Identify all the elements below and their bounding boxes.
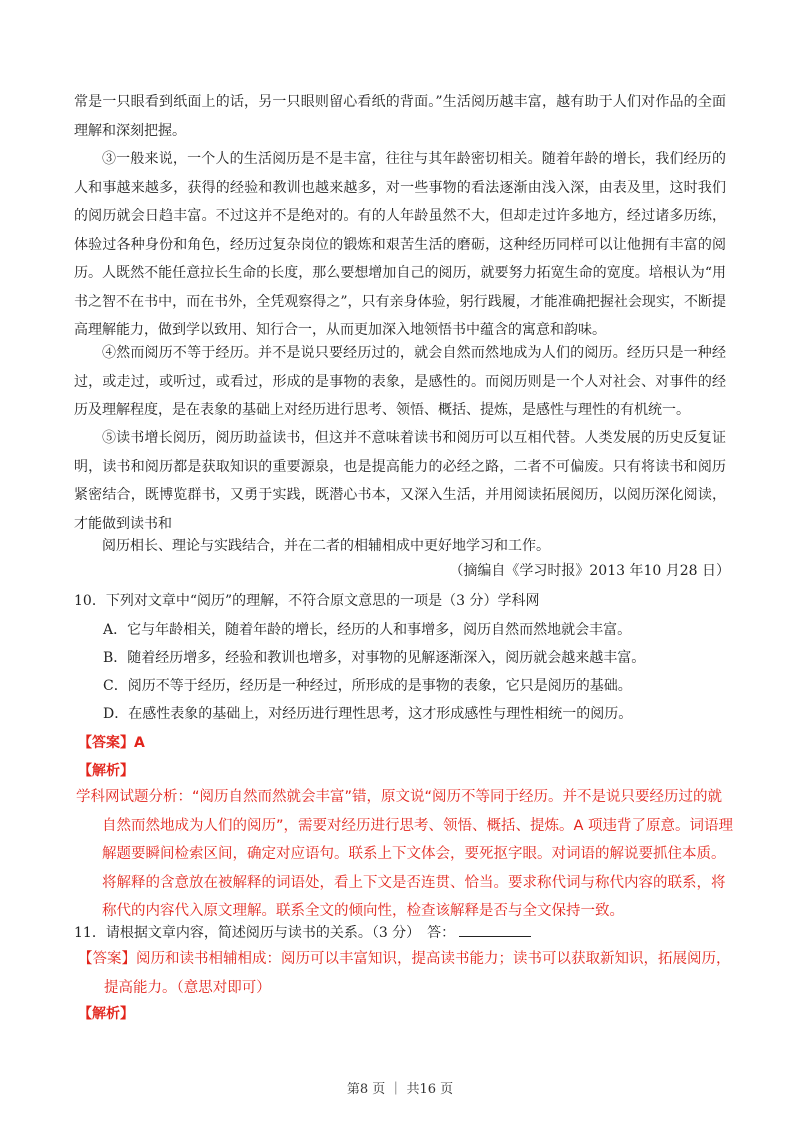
question-10-option-d: D．在感性表象的基础上，对经历进行理性思考，这才形成感性与理性相统一的阅历。 <box>103 706 633 722</box>
page-footer: 第8 页 ｜ 共16 页 <box>346 1082 454 1097</box>
question-10-analysis <box>76 783 736 926</box>
answer-blank <box>459 922 531 937</box>
watermark: ​ <box>555 760 565 785</box>
analysis-text: 学科网试题分析：“阅历自然而然就会丰富”错，原文说“阅历不等同于经历。并不是说只要经历过的就自然而然地成为人们的阅历”，需要对经历进行思考、领悟、概括、提炼。A 项违背了原意。词语理解题要瞬间检索区间，确定对应语句。联系上下文体会，要死抠字眼。对词语的解说要抓住本质。将解释的含意放在被解释的词语处，看上下文是否连贯、恰当。要求称代词与称代内容的联系，将称代的内容代入原文理解。联系全文的倾向性，检查该解释是否与全文保持一致。 <box>76 789 734 919</box>
passage-paragraph-4: ④然而阅历不等于经历。并不是说只要经历过的，就会自然而然地成为人们的阅历。经历只是一种经过，或走过，或听过，或看过，形成的是事物的表象，是感性的。而阅历则是一个人对社会、对事件的经历及理解程度，是在表象的基础上对经历进行思考、领悟、概括、提炼，是感性与理性的有机统一。 <box>74 345 726 418</box>
question-11-answer <box>78 945 733 1002</box>
question-10-analysis-label: 【解析】 <box>78 763 134 779</box>
question-11-answer-text: 【答案】阅历和读书相辅相成：阅历可以丰富知识，提高读书能力；读书可以获取新知识，拓展阅历，提高能力。（意思对即可） <box>78 951 731 996</box>
source-citation: （摘编自《学习时报》2013 年10 月28 日） <box>449 563 730 579</box>
question-11-stem <box>74 922 531 942</box>
question-10-stem: 10．下列对文章中“阅历”的理解，不符合原文意思的一项是（3 分）学科网 <box>74 593 540 609</box>
passage-paragraph-5-end: 阅历相长、理论与实践结合，并在二者的相辅相成中更好地学习和工作。 <box>102 538 550 554</box>
question-10-option-b: B．随着经历增多，经验和教训也增多，对事物的见解逐渐深入，阅历就会越来越丰富。 <box>103 650 646 666</box>
question-11-analysis-label: 【解析】 <box>78 1006 134 1022</box>
question-10-answer: 【答案】A <box>78 735 145 751</box>
passage-paragraph-5: ⑤读书增长阅历，阅历助益读书，但这并不意味着读书和阅历可以互相代替。人类发展的历史反复证明，读书和阅历都是获取知识的重要源泉，也是提高能力的必经之路，二者不可偏废。只有将读书和阅历紧密结合，既博览群书，又勇于实践，既潜心书本，又深入生活，并用阅读拓展阅历，以阅历深化阅读，才能做到读书和 <box>74 430 726 532</box>
question-10-option-a: A．它与年龄相关，随着年龄的增长，经历的人和事增多，阅历自然而然地就会丰富。 <box>103 622 632 638</box>
passage-paragraph-continued: 常是一只眼看到纸面上的话，另一只眼则留心看纸的背面。”生活阅历越丰富，越有助于人们对作品的全面理解和深刻把握。 <box>74 94 726 139</box>
question-11-text: 11．请根据文章内容，简述阅历与读书的关系。（3 分） 答： <box>74 925 456 941</box>
passage-paragraph-3: ③一般来说，一个人的生活阅历是不是丰富，往往与其年龄密切相关。随着年龄的增长，我们经历的人和事越来越多，获得的经验和教训也越来越多，对一些事物的看法逐渐由浅入深，由表及里，这时我们的阅历就会日趋丰富。不过这并不是绝对的。有的人年龄虽然不大，但却走过许多地方，经过诸多历练，体验过各种身份和角色，经历过复杂岗位的锻炼和艰苦生活的磨砺，这种经历同样可以让他拥有丰富的阅历。人既然不能任意拉长生命的长度，那么要想增加自己的阅历，就要努力拓宽生命的宽度。培根认为“用书之智不在书中，而在书外，全凭观察得之”，只有亲身体验，躬行践履，才能准确把握社会现实，不断提高理解能力，做到学以致用、知行合一，从而更加深入地领悟书中蕴含的寓意和韵味。 <box>74 151 726 338</box>
question-10-option-c: C．阅历不等于经历，经历是一种经过，所形成的是事物的表象，它只是阅历的基础。 <box>103 678 632 694</box>
